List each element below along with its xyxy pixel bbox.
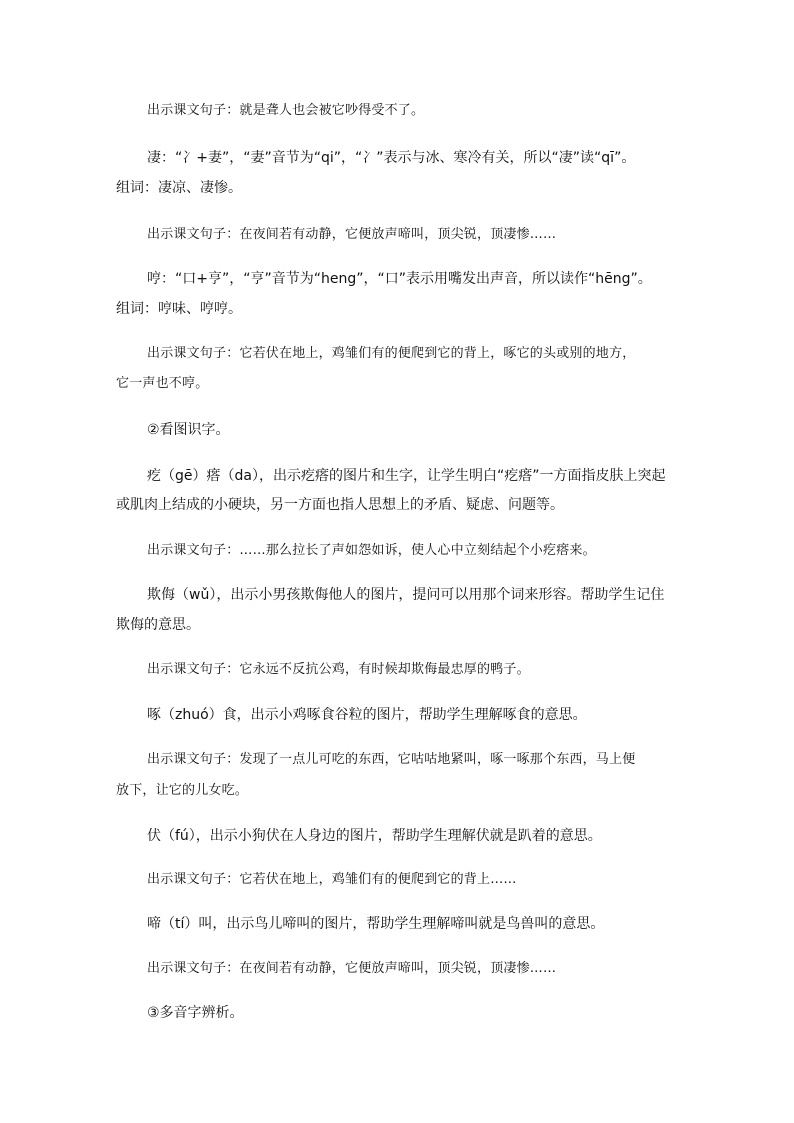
text-line: ②看图识字。 [147, 422, 230, 438]
text-line: 出示课文句子：在夜间若有动静，它便放声啼叫，顶尖锐，顶凄惨…… [147, 227, 557, 242]
text-line: 组词：凄凉、凄惨。 [116, 180, 242, 196]
text-line: ③多音字辨析。 [147, 1005, 244, 1021]
text-line: 组词：哼味、哼哼。 [116, 301, 242, 317]
text-line: 哼：“口+亨”，“亨”音节为“heng”，“口”表示用嘴发出声音，所以读作“hēng”。 [147, 271, 652, 287]
text-line: 啼（tí）叫，出示鸟儿啼叫的图片，帮助学生理解啼叫就是鸟兽叫的意思。 [147, 916, 605, 932]
text-line: 出示课文句子：它若伏在地上，鸡雏们有的便爬到它的背上…… [147, 872, 517, 887]
text-line: 出示课文句子：它若伏在地上，鸡雏们有的便爬到它的背上，啄它的头或别的地方， [147, 346, 636, 361]
text-line: 出示课文句子：在夜间若有动静，它便放声啼叫，顶尖锐，顶凄惨…… [147, 961, 557, 976]
text-line: 欺侮（wǔ），出示小男孩欺侮他人的图片，提问可以用那个词来形容。帮助学生记住 [147, 587, 665, 603]
text-line: 或肌肉上结成的小硬块，另一方面也指人思想上的矛盾、疑虑、问题等。 [116, 497, 564, 513]
text-line: 欺侮的意思。 [116, 617, 200, 633]
text-line: 出示课文句子：它永远不反抗公鸡，有时候却欺侮最忠厚的鸭子。 [147, 662, 530, 677]
text-line: 放下，让它的儿女吃。 [116, 783, 249, 798]
text-line: 啄（zhuó）食，出示小鸡啄食谷粒的图片，帮助学生理解啄食的意思。 [147, 707, 587, 723]
text-line: 出示课文句子：……那么拉长了声如怨如诉，使人心中立刻结起个小疙瘩来。 [147, 543, 596, 558]
text-line: 伏（fú），出示小狗伏在人身边的图片，帮助学生理解伏就是趴着的意思。 [147, 828, 602, 844]
text-line: 凄：“冫+妻”，“妻”音节为“qi”，“冫”表示与冰、寒冷有关，所以“凄”读“qī”。 [147, 150, 636, 166]
text-line: 疙（gē）瘩（da），出示疙瘩的图片和生字，让学生明白“疙瘩”一方面指皮肤上突起 [147, 468, 666, 484]
text-line: 它一声也不哼。 [116, 376, 209, 391]
text-line: 出示课文句子：发现了一点儿可吃的东西，它咕咕地紧叫，啄一啄那个东西，马上便 [147, 752, 636, 767]
text-line: 出示课文句子：就是聋人也会被它吵得受不了。 [147, 103, 425, 118]
